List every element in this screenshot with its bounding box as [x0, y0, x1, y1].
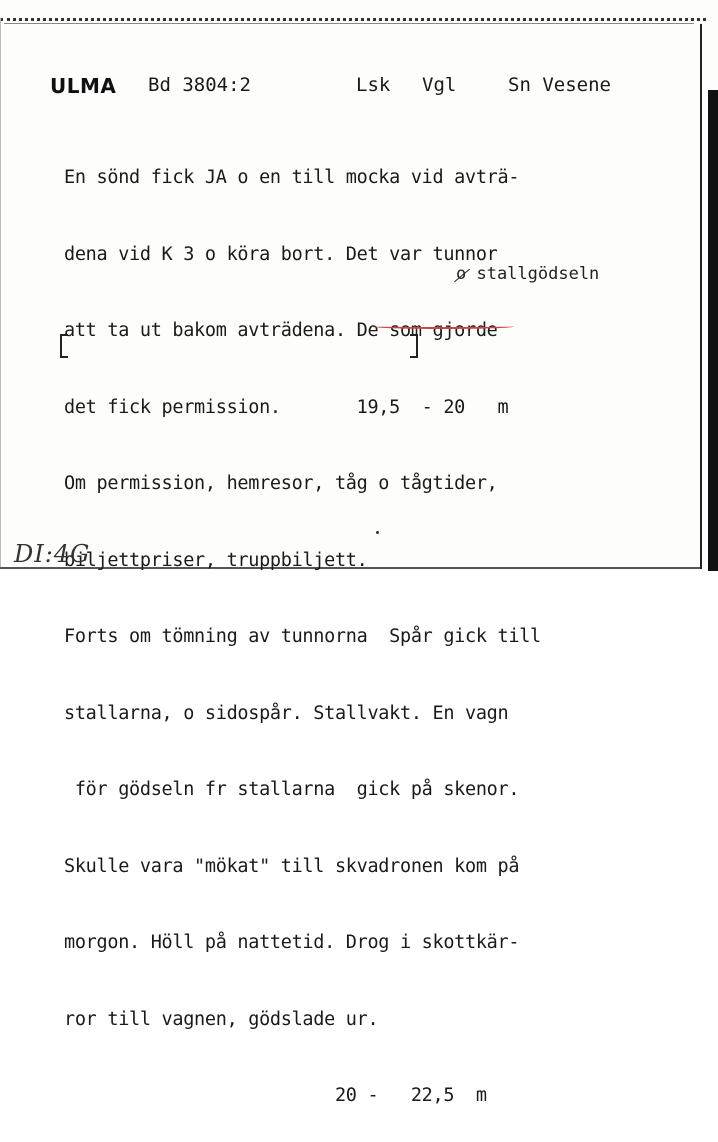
collection-code: ULMA: [50, 74, 117, 98]
ink-speck: [376, 531, 379, 534]
red-underline-stallvakt: [372, 324, 514, 329]
text-line-5: Om permission, hemresor, tåg o tågtider,: [64, 473, 498, 494]
text-line-12: ror till vagnen, gödslade ur.: [64, 1008, 379, 1030]
text-line-9: för gödseln fr stallarna gick på skenor.: [64, 779, 520, 800]
handwritten-signature: DI:4G: [14, 540, 91, 568]
left-card-edge: [0, 18, 1, 567]
volume-number: Bd 3804:2: [148, 74, 251, 96]
text-line-1: En sönd fick JA o en till mocka vid avträ-: [64, 167, 520, 188]
top-rule: [4, 23, 694, 24]
text-line-2: dena vid K 3 o köra bort. Det var tunnor: [64, 243, 498, 265]
card-header: [50, 74, 670, 100]
text-line-3: att ta ut bakom avträdena. De som gjorde: [64, 320, 498, 341]
text-line-6: biljettpriser, truppbiljett.: [64, 549, 368, 571]
right-card-edge: [700, 24, 702, 569]
text-line-8: stallarna, o sidospår. Stallvakt. En vagn: [64, 702, 509, 724]
scan-shadow-edge: [708, 90, 718, 571]
lsk-label: Lsk: [356, 74, 391, 96]
interlinear-insertion: o stallgödseln: [456, 264, 600, 284]
right-bracket: [410, 334, 418, 358]
left-bracket: [60, 334, 68, 358]
text-line-7: Forts om tömning av tunnorna Spår gick till: [64, 626, 541, 647]
text-line-11: morgon. Höll på nattetid. Drog i skottkär-: [64, 932, 520, 953]
landskap-code: Vgl: [422, 74, 457, 96]
socken-name: Sn Vesene: [508, 74, 611, 96]
top-perforation-rule: [0, 18, 706, 21]
text-line-4: det fick permission. 19,5 - 20 m: [64, 396, 509, 418]
text-line-10: Skulle vara "mökat" till skvadronen kom på: [64, 855, 520, 877]
text-line-13: 20 - 22,5 m: [64, 1085, 487, 1106]
